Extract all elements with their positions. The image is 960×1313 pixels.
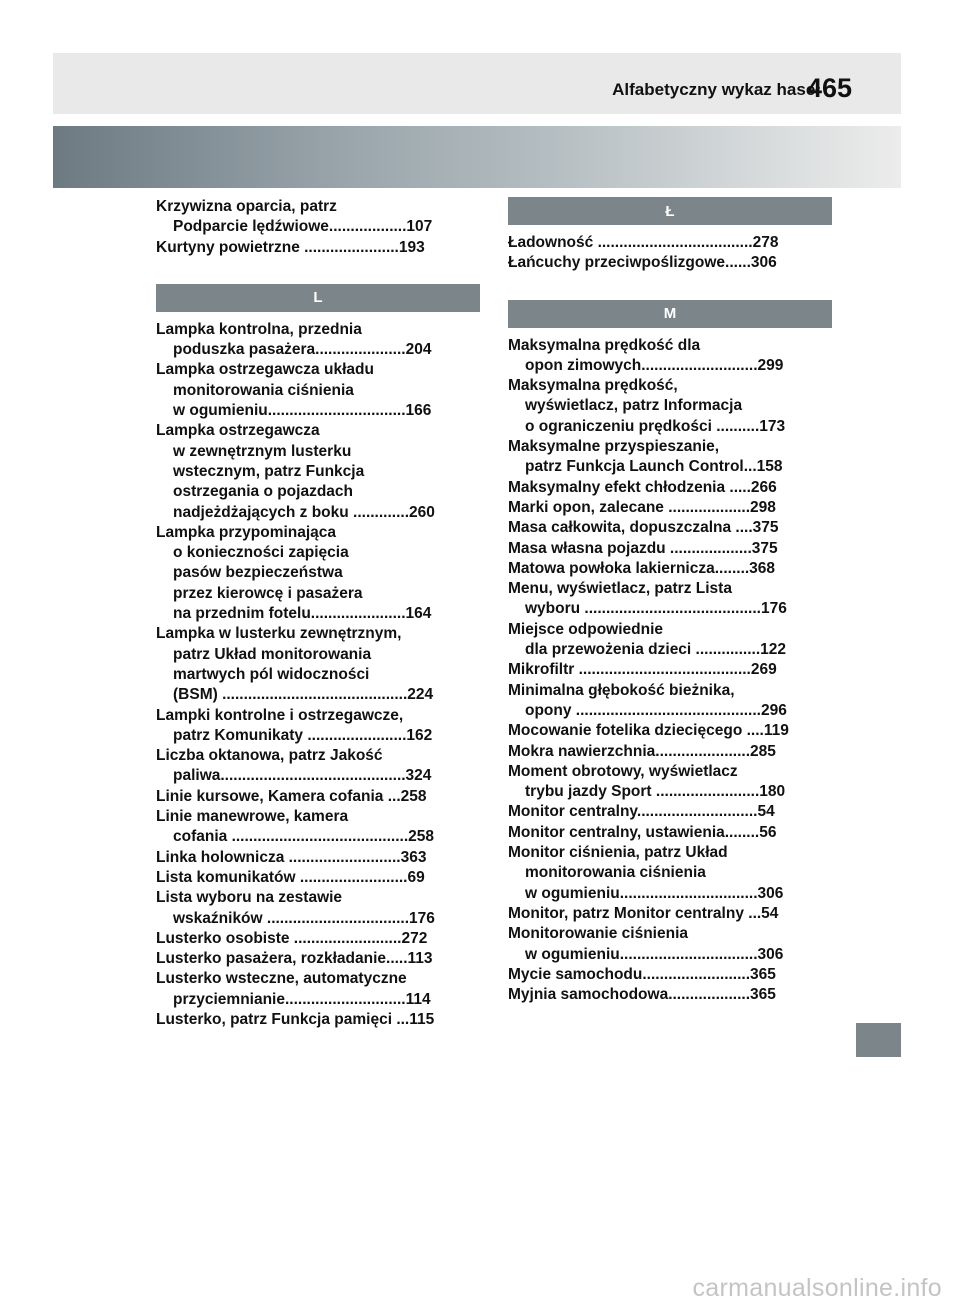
index-entry-line: Masa własna pojazdu ...................375 — [508, 539, 778, 557]
index-entry-line: paliwa...........................................324 — [173, 767, 432, 785]
index-entry — [508, 376, 832, 437]
index-entry-line: Łańcuchy przeciwpoślizgowe......306 — [508, 254, 777, 272]
index-entry — [508, 924, 832, 965]
index-entry-line: Mycie samochodu.........................365 — [508, 965, 776, 983]
index-entry-line: monitorowania ciśnienia — [173, 381, 354, 399]
index-entry — [508, 253, 832, 273]
index-entry-line: w ogumieniu................................166 — [173, 402, 432, 420]
index-entry — [156, 746, 480, 787]
entries-L — [156, 320, 480, 1030]
index-entry-line: przyciemnianie............................114 — [173, 990, 431, 1008]
index-entry-line: ostrzegania o pojazdach — [173, 483, 354, 501]
index-entry — [508, 498, 832, 518]
index-entry-line: patrz Funkcja Launch Control...158 — [525, 458, 783, 476]
index-entry-line: Lampki kontrolne i ostrzegawcze, — [156, 706, 404, 724]
index-entry-line: (BSM) ...........................................224 — [173, 686, 434, 704]
index-entry-line: na przednim fotelu......................164 — [173, 605, 432, 623]
index-entry-line: trybu jazdy Sport ........................180 — [525, 783, 786, 801]
index-entry — [156, 360, 480, 421]
index-column-right — [508, 197, 832, 1005]
index-entry — [508, 762, 832, 803]
index-entry-line: o konieczności zapięcia — [173, 544, 349, 562]
index-entry-line: dla przewożenia dzieci ...............122 — [525, 641, 787, 659]
index-entry-line: opony ...........................................296 — [525, 701, 787, 719]
index-entry-line: opon zimowych...........................299 — [525, 356, 784, 374]
index-entry-line: Lusterko pasażera, rozkładanie.....113 — [156, 950, 433, 968]
index-entry-line: patrz Komunikaty .......................162 — [173, 726, 433, 744]
entries-L-stroke — [508, 233, 832, 274]
index-column-left — [156, 197, 480, 1030]
index-entry — [508, 681, 832, 722]
index-entry — [156, 969, 480, 1010]
index-entry-line: Miejsce odpowiednie — [508, 620, 664, 638]
section-header-L: L — [156, 284, 480, 312]
index-entry-line: Mokra nawierzchnia......................285 — [508, 742, 776, 760]
index-entry — [508, 518, 832, 538]
watermark: carmanualsonline.info — [692, 1274, 942, 1302]
index-entry-line: Liczba oktanowa, patrz Jakość — [156, 747, 383, 765]
index-entry-line: Lampka ostrzegawcza układu — [156, 361, 374, 379]
index-entry — [508, 904, 832, 924]
entries-top — [156, 197, 480, 258]
section-header-M: M — [508, 300, 832, 328]
page-number: 465 — [806, 73, 852, 103]
index-entry — [508, 802, 832, 822]
index-entry — [508, 721, 832, 741]
index-entry — [508, 539, 832, 559]
index-entry — [156, 807, 480, 848]
index-entry-line: Marki opon, zalecane ...................298 — [508, 498, 776, 516]
index-entry-line: wskaźników .................................176 — [173, 909, 435, 927]
decorative-gradient-band — [53, 126, 901, 188]
index-entry — [508, 620, 832, 661]
index-entry-line: Kurtyny powietrzne ......................193 — [156, 238, 425, 256]
index-entry — [156, 949, 480, 969]
index-entry-line: Linka holownicza ..........................363 — [156, 848, 427, 866]
index-entry — [156, 888, 480, 929]
index-entry — [156, 706, 480, 747]
index-entry-line: wyświetlacz, patrz Informacja — [525, 397, 743, 415]
index-entry-line: Matowa powłoka lakiernicza........368 — [508, 559, 776, 577]
index-entry-line: w ogumieniu................................306 — [525, 945, 784, 963]
index-entry — [156, 421, 480, 522]
index-entry-line: Maksymalna prędkość dla — [508, 336, 701, 354]
index-entry-line: Linie manewrowe, kamera — [156, 808, 349, 826]
index-entry-line: Linie kursowe, Kamera cofania ...258 — [156, 787, 427, 805]
index-entry-line: Masa całkowita, dopuszczalna ....375 — [508, 519, 779, 537]
index-entry — [508, 742, 832, 762]
index-entry — [156, 929, 480, 949]
index-entry-line: Mocowanie fotelika dziecięcego ....119 — [508, 722, 789, 740]
index-entry-line: Monitor centralny, ustawienia........56 — [508, 823, 777, 841]
index-entry-line: cofania .........................................258 — [173, 828, 434, 846]
index-entry-line: poduszka pasażera.....................204 — [173, 341, 432, 359]
index-entry — [156, 624, 480, 705]
index-entry — [508, 843, 832, 904]
index-entry-line: w zewnętrznym lusterku — [173, 442, 352, 460]
index-entry — [508, 233, 832, 253]
index-entry — [508, 478, 832, 498]
index-entry — [156, 787, 480, 807]
index-entry — [156, 523, 480, 624]
index-entry-line: Lusterko, patrz Funkcja pamięci ...115 — [156, 1010, 435, 1028]
index-entry — [508, 559, 832, 579]
index-entry-line: martwych pól widoczności — [173, 665, 370, 683]
index-entry-line: pasów bezpieczeństwa — [173, 564, 343, 582]
index-entry-line: Lista wyboru na zestawie — [156, 889, 343, 907]
index-entry-line: Monitor centralny............................54 — [508, 803, 775, 821]
index-entry — [156, 868, 480, 888]
index-entry-line: Lusterko osobiste .........................272 — [156, 929, 428, 947]
index-entry-line: wyboru .........................................176 — [525, 600, 787, 618]
index-entry — [508, 437, 832, 478]
index-entry-line: Lampka kontrolna, przednia — [156, 320, 362, 338]
index-entry-line: Podparcie lędźwiowe..................107 — [173, 218, 433, 236]
header-title: Alfabetyczny wykaz haseł — [612, 80, 820, 99]
index-entry-line: Mikrofiltr ........................................269 — [508, 661, 777, 679]
index-entry — [508, 965, 832, 985]
index-entry — [156, 197, 480, 238]
index-entry-line: Lampka ostrzegawcza — [156, 422, 320, 440]
index-entry — [508, 660, 832, 680]
index-entry — [156, 320, 480, 361]
index-entry-line: Lampka w lusterku zewnętrznym, — [156, 625, 402, 643]
index-entry-line: w ogumieniu................................306 — [525, 884, 784, 902]
entries-M — [508, 336, 832, 1006]
index-entry — [508, 579, 832, 620]
index-entry-line: o ograniczeniu prędkości ..........173 — [525, 417, 786, 435]
index-entry — [156, 1010, 480, 1030]
index-entry-line: Maksymalna prędkość, — [508, 377, 678, 395]
index-entry-line: Monitor ciśnienia, patrz Układ — [508, 844, 728, 862]
index-entry-line: przez kierowcę i pasażera — [173, 584, 363, 602]
index-entry-line: Krzywizna oparcia, patrz — [156, 198, 337, 215]
index-entry-line: Minimalna głębokość bieżnika, — [508, 681, 735, 699]
index-entry — [508, 985, 832, 1005]
index-entry-line: patrz Układ monitorowania — [173, 645, 372, 663]
index-entry-line: Lampka przypominająca — [156, 523, 337, 541]
index-entry — [156, 848, 480, 868]
index-entry-line: Myjnia samochodowa...................365 — [508, 986, 776, 1004]
index-entry-line: monitorowania ciśnienia — [525, 864, 706, 882]
chapter-tab-marker — [856, 1023, 901, 1057]
index-entry-line: Maksymalne przyspieszanie, — [508, 438, 720, 456]
index-entry-line: Monitorowanie ciśnienia — [508, 925, 688, 943]
index-entry — [508, 336, 832, 377]
section-header-L-stroke: Ł — [508, 197, 832, 225]
index-entry-line: Moment obrotowy, wyświetlacz — [508, 762, 738, 780]
index-entry-line: nadjeżdżających z boku .............260 — [173, 503, 435, 521]
index-entry — [508, 823, 832, 843]
index-entry-line: Monitor, patrz Monitor centralny ...54 — [508, 904, 779, 922]
index-entry-line: Maksymalny efekt chłodzenia .....266 — [508, 478, 777, 496]
index-entry — [156, 238, 480, 258]
index-entry-line: Lista komunikatów .........................69 — [156, 868, 425, 886]
index-entry-line: wstecznym, patrz Funkcja — [173, 462, 365, 480]
index-entry-line: Lusterko wsteczne, automatyczne — [156, 970, 407, 988]
index-entry-line: Ładowność ....................................278 — [508, 234, 779, 251]
index-entry-line: Menu, wyświetlacz, patrz Lista — [508, 580, 732, 598]
